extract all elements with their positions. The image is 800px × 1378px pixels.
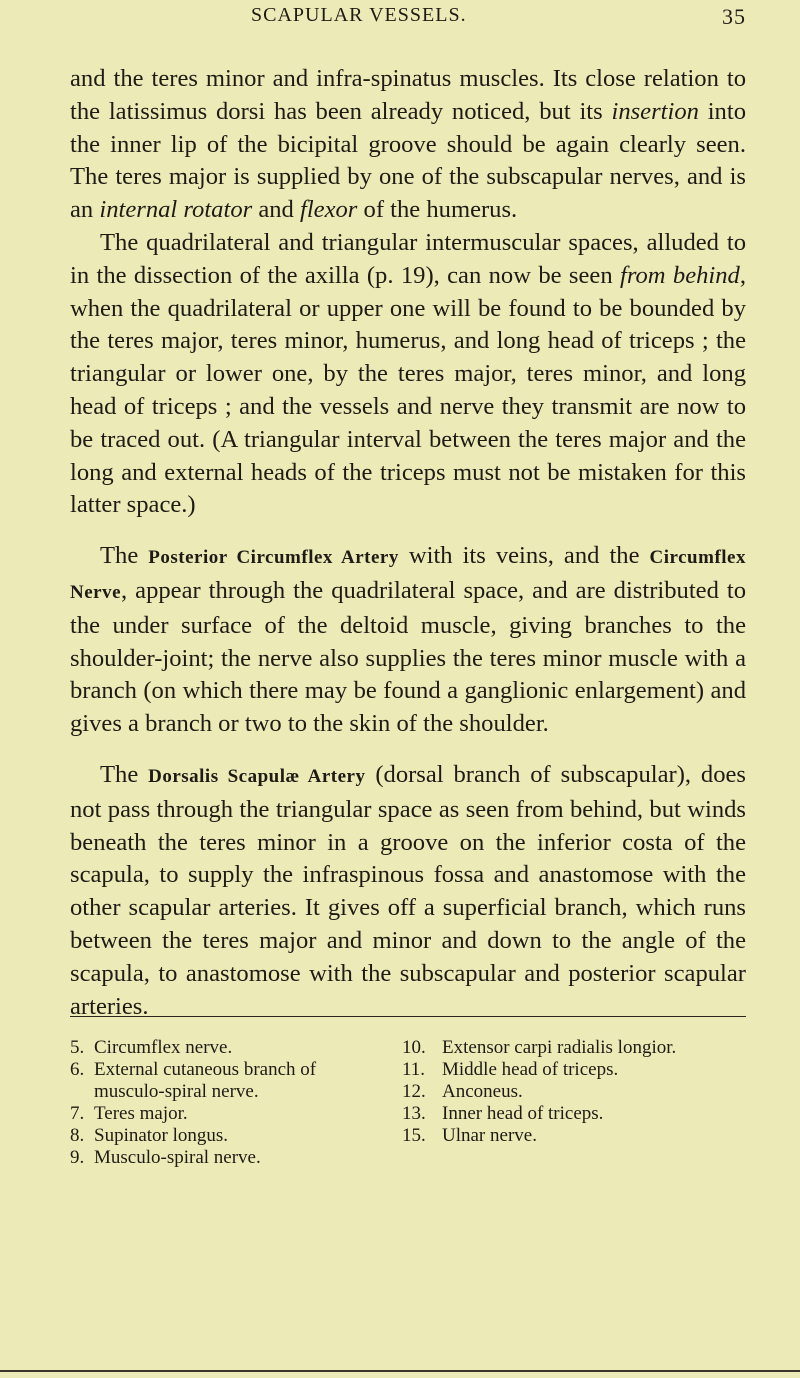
- legend-number: 11.: [402, 1059, 426, 1080]
- legend-text: Inner head of triceps.: [442, 1103, 604, 1124]
- running-title: SCAPULAR VESSELS.: [251, 4, 467, 26]
- legend-text: Ulnar nerve.: [442, 1125, 537, 1146]
- legend-number: 15.: [402, 1125, 426, 1146]
- legend-text: Teres major.: [94, 1103, 188, 1124]
- text-run: and: [252, 196, 300, 224]
- legend-number: 9.: [70, 1147, 85, 1168]
- text-run: The: [100, 542, 149, 570]
- legend-text: External cutaneous branch of musculo-spiral nerve.: [94, 1059, 317, 1102]
- legend-text: Supinator longus.: [94, 1125, 229, 1146]
- paragraph-2: [70, 227, 746, 522]
- legend-text: Middle head of triceps.: [442, 1059, 619, 1080]
- legend-number: 12.: [402, 1081, 426, 1102]
- bottom-edge-line: [0, 1370, 800, 1372]
- text-run: (dorsal branch of subscapular), does not pass through the triangular space as seen from behind, but winds beneath the teres minor in a groove on the inferior costa of the scapula, to supply the infraspinous fossa and anastomose with the other scapular arteries. It gives off a superficial branch, which runs between the teres major and minor and down to the angle of the scapula, to anastomose with the subscapular and posterior scapular arteries.: [70, 760, 746, 1020]
- legend-item: [402, 1125, 746, 1147]
- legend-item: [70, 1037, 370, 1059]
- legend-text: Anconeus.: [442, 1081, 523, 1102]
- legend-item: [402, 1037, 746, 1059]
- running-header: [70, 0, 746, 34]
- legend-item: [402, 1081, 746, 1103]
- italic-term: flexor: [300, 196, 358, 224]
- heading-term: Posterior Circumflex Artery: [148, 547, 399, 569]
- legend-item: [70, 1103, 370, 1125]
- legend-item: [402, 1059, 746, 1081]
- text-run: and the teres minor and infra-spinatus muscles. Its close relation to the latissimus dorsi has been already noticed, but its: [70, 65, 746, 125]
- italic-term: insertion: [611, 97, 699, 125]
- legend-number: 10.: [402, 1037, 426, 1058]
- legend-number: 8.: [70, 1125, 85, 1146]
- legend-number: 6.: [70, 1059, 85, 1080]
- paragraph-3: [70, 540, 746, 741]
- legend-item: [70, 1059, 370, 1103]
- heading-term: Circumflex Nerve: [70, 547, 746, 603]
- paragraph-4: [70, 759, 746, 1023]
- legend-column-left: [70, 1037, 370, 1169]
- legend-text: Extensor carpi radialis longior.: [442, 1037, 677, 1058]
- heading-term: Dorsalis Scapulæ Artery: [148, 765, 366, 787]
- legend-item: [70, 1147, 370, 1169]
- legend-number: 13.: [402, 1103, 426, 1124]
- text-run: into the inner lip of the bicipital groove should be again clearly seen. The teres major is supplied by one of the subscapular nerves, and is an: [70, 97, 746, 224]
- legend-number: 7.: [70, 1103, 85, 1124]
- divider-rule: [70, 1016, 746, 1017]
- text-run: The quadrilateral and triangular intermuscular spaces, alluded to in the dissection of the axilla (p. 19), can now be seen: [70, 228, 746, 289]
- legend-number: 5.: [70, 1037, 85, 1058]
- legend-column-right: [402, 1037, 746, 1147]
- legend-item: [402, 1103, 746, 1125]
- text-run: , when the quadrilateral or upper one will be found to be bounded by the teres major, teres minor, humerus, and long head of triceps ; the triangular or lower one, by the teres major, teres minor, and long head of triceps ; and the vessels and nerve they transmit are now to be traced out. (A triangular interval between the teres major and the long and external heads of the triceps must not be mistaken for this latter space.): [70, 261, 746, 519]
- text-run: of the humerus.: [357, 196, 518, 224]
- page-number: 35: [722, 4, 746, 29]
- legend-text: Circumflex nerve.: [94, 1037, 233, 1058]
- legend-text: Musculo-spiral nerve.: [94, 1147, 261, 1168]
- text-run: , appear through the quadrilateral space, and are distributed to the under surface of the deltoid muscle, giving branches to the shoulder-joint; the nerve also supplies the teres minor muscle with a branch (on which there may be found a ganglionic enlargement) and gives a branch or two to the skin of the shoulder.: [70, 576, 746, 738]
- text-run: with its veins, and the: [398, 542, 650, 570]
- paragraph-1: [70, 63, 746, 227]
- italic-term: from behind: [619, 261, 740, 289]
- legend-item: [70, 1125, 370, 1147]
- italic-term: internal rotator: [99, 196, 253, 224]
- text-run: The: [100, 760, 149, 788]
- body-text: [70, 63, 746, 1023]
